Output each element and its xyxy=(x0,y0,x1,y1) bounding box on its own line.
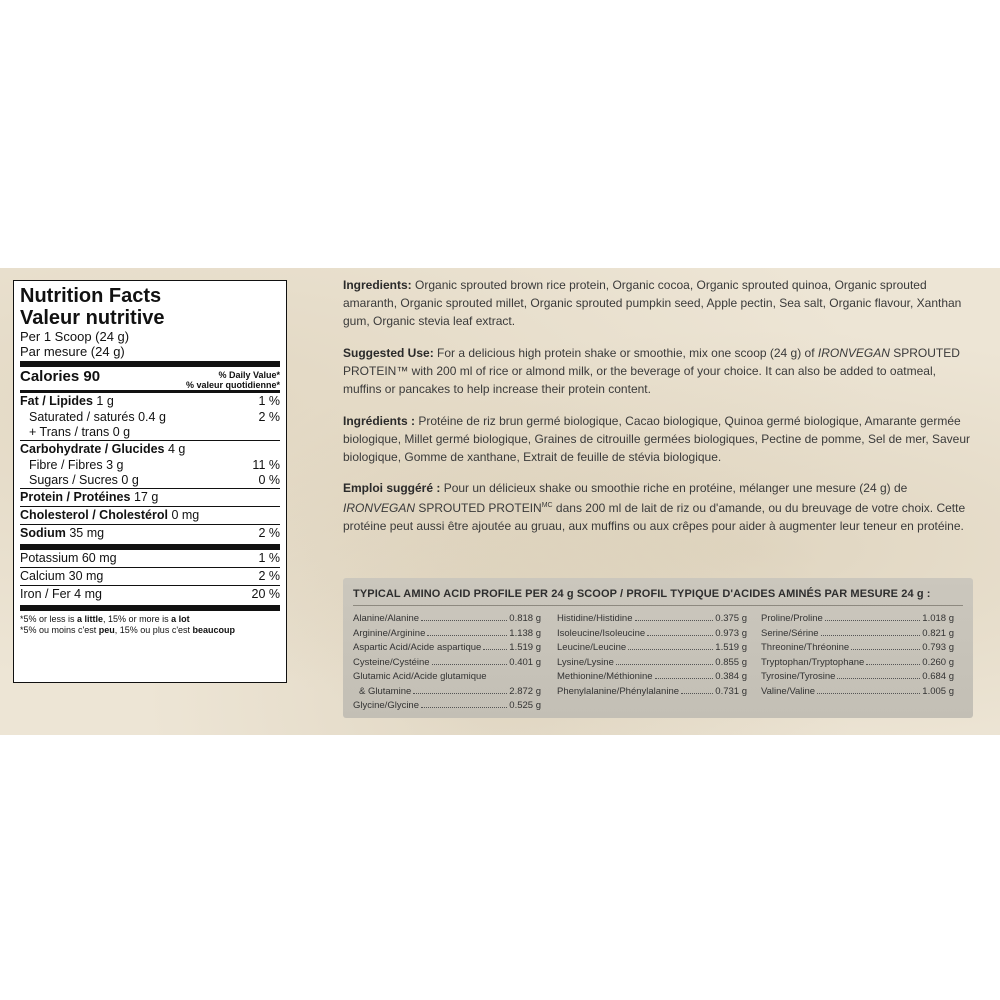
amino-item: Arginine/Arginine 1.138 g xyxy=(353,627,541,639)
iron-dv: 20 % xyxy=(251,587,280,601)
fibre-dv: 11 % xyxy=(252,458,280,472)
trans-row xyxy=(20,425,280,440)
potassium-label: Potassium 60 mg xyxy=(20,551,117,565)
carb-amount: 4 g xyxy=(167,442,186,456)
suggested-use-en: Suggested Use: For a delicious high protein shake or smoothie, mix one scoop (24 g) of IRONVEGAN SPROUTED PROTEIN™ with 200 ml of rice or almond milk, or the beverage of your choice. It can also be added to oatmeal, muffins or pancakes to help increase their protein content. xyxy=(343,346,960,396)
brand-name: IRONVEGAN xyxy=(343,501,416,515)
brand-name: IRONVEGAN xyxy=(817,346,890,360)
amino-acid-panel xyxy=(343,578,973,718)
potassium-row xyxy=(20,550,280,567)
divider xyxy=(353,605,963,606)
nutrition-title-fr: Valeur nutritive xyxy=(20,307,165,329)
ingredients-en-text: Organic sprouted brown rice protein, Organic cocoa, Organic sprouted quinoa, Organic sprouted amaranth, Organic sprouted millet, Organic sprouted pumpkin seed, Apple pectin, Sea salt, Organic flavour, Xanthan gum, Organic stevia leaf extract. xyxy=(343,278,962,328)
protein-row xyxy=(20,489,280,506)
saturated-row xyxy=(20,410,280,425)
amino-item: Histidine/Histidine 0.375 g xyxy=(557,613,747,624)
footnote-fr: *5% ou moins c'est peu, 15% ou plus c'est beaucoup xyxy=(20,625,236,635)
amino-column-3 xyxy=(761,612,954,699)
saturated-dv: 2 % xyxy=(258,410,280,424)
footnote-en: *5% or less is a little, 15% or more is a lot xyxy=(20,614,190,624)
amino-item: Aspartic Acid/Acide aspartique 1.519 g xyxy=(353,642,541,653)
amino-item: Methionine/Méthionine 0.384 g xyxy=(557,671,747,682)
footnote xyxy=(20,611,280,636)
serving-size-en: Per 1 Scoop (24 g) xyxy=(20,329,130,344)
protein-amount: 17 g xyxy=(133,490,159,504)
serving-size-fr: Par mesure (24 g) xyxy=(20,344,125,359)
calories-row xyxy=(20,367,280,390)
amino-item: Cysteine/Cystéine 0.401 g xyxy=(353,656,541,668)
cholesterol-row xyxy=(20,507,280,524)
amino-item: Serine/Sérine 0.821 g xyxy=(761,627,954,639)
sugars-row xyxy=(20,473,280,488)
amino-item: Threonine/Thréonine 0.793 g xyxy=(761,642,954,653)
protein-label: Protein / Protéines xyxy=(20,490,131,504)
amino-item: Glutamic Acid/Acide glutamique & Glutamine 2.872 g xyxy=(353,671,541,697)
calories-label: Calories 90 xyxy=(20,368,101,385)
amino-item: Lysine/Lysine 0.855 g xyxy=(557,656,747,668)
ingredients-fr xyxy=(343,412,973,466)
carb-label: Carbohydrate / Glucides xyxy=(20,442,165,456)
sodium-label: Sodium xyxy=(20,526,66,540)
sodium-amount: 35 mg xyxy=(69,526,105,540)
cholesterol-label: Cholesterol / Cholestérol xyxy=(20,508,168,522)
amino-item: Alanine/Alanine 0.818 g xyxy=(353,613,541,624)
daily-value-fr: % valeur quotidienne* xyxy=(185,380,280,390)
ingredients-en xyxy=(343,276,973,330)
iron-label: Iron / Fer 4 mg xyxy=(20,587,102,601)
amino-item: Isoleucine/Isoleucine 0.973 g xyxy=(557,627,747,639)
fat-amount: 1 g xyxy=(96,394,114,408)
sugars-dv: 0 % xyxy=(258,473,280,487)
sugars-label: Sugars / Sucres 0 g xyxy=(29,473,139,487)
nutrition-facts-panel xyxy=(13,280,287,683)
amino-item: Tyrosine/Tyrosine 0.684 g xyxy=(761,671,954,682)
daily-value-en: % Daily Value* xyxy=(218,370,280,380)
suggested-use-fr: Emploi suggéré : Pour un délicieux shake ou smoothie riche en protéine, mélanger une mesure (24 g) de IRONVEGAN SPROUTED $PROTEIN^{MC}$ dans 200 ml de lait de riz ou d'amande, ou du breuvage de votre choix. Cette protéine peut aussi être ajoutée au gruau, aux muffins ou aux crêpes pour aider à augmenter leur teneur en protéine. xyxy=(343,481,966,533)
saturated-label: Saturated / saturés 0.4 g xyxy=(29,410,166,424)
suggested-use-en-label: Suggested Use: xyxy=(343,346,434,360)
carb-row xyxy=(20,441,280,458)
nutrition-title-en: Nutrition Facts xyxy=(20,285,162,307)
amino-item: Glycine/Glycine 0.525 g xyxy=(353,700,541,711)
amino-item: Leucine/Leucine 1.519 g xyxy=(557,642,747,653)
daily-value-header xyxy=(186,370,280,390)
amino-item: Phenylalanine/Phénylalanine 0.731 g xyxy=(557,685,747,697)
ingredients-en-label: Ingredients: xyxy=(343,278,412,292)
calcium-label: Calcium 30 mg xyxy=(20,569,104,583)
cholesterol-amount: 0 mg xyxy=(171,508,200,522)
calcium-row xyxy=(20,568,280,585)
amino-heading: TYPICAL AMINO ACID PROFILE PER 24 g SCOOP / PROFIL TYPIQUE D'ACIDES AMINÉS PAR MESURE 24 g : xyxy=(353,588,931,600)
potassium-dv: 1 % xyxy=(258,551,280,565)
suggested-use-fr-label: Emploi suggéré : xyxy=(343,481,441,495)
amino-item: Tryptophan/Tryptophane 0.260 g xyxy=(761,656,954,668)
trans-label: + Trans / trans 0 g xyxy=(29,425,131,439)
amino-column-1 xyxy=(353,612,541,714)
fat-label: Fat / Lipides xyxy=(20,394,93,408)
amino-column-2 xyxy=(557,612,747,699)
sodium-dv: 2 % xyxy=(258,526,280,540)
fat-row xyxy=(20,393,280,410)
amino-item: Proline/Proline 1.018 g xyxy=(761,613,954,624)
fat-dv: 1 % xyxy=(258,394,280,408)
ingredients-fr-label: Ingrédients : xyxy=(343,414,416,428)
fibre-row xyxy=(20,458,280,473)
amino-item: Valine/Valine 1.005 g xyxy=(761,685,954,697)
calcium-dv: 2 % xyxy=(258,569,280,583)
sodium-row xyxy=(20,525,280,542)
iron-row xyxy=(20,586,280,603)
ingredients-fr-text: Protéine de riz brun germé biologique, Cacao biologique, Quinoa germé biologique, Amarante germée biologique, Millet germé biologique, Graines de citrouille germées biologiques, Pectine de pomme, Sel de mer, Saveur biologique, Gomme de xanthane, Extrait de feuille de stévia biologique. xyxy=(343,414,971,464)
fibre-label: Fibre / Fibres 3 g xyxy=(29,458,124,472)
